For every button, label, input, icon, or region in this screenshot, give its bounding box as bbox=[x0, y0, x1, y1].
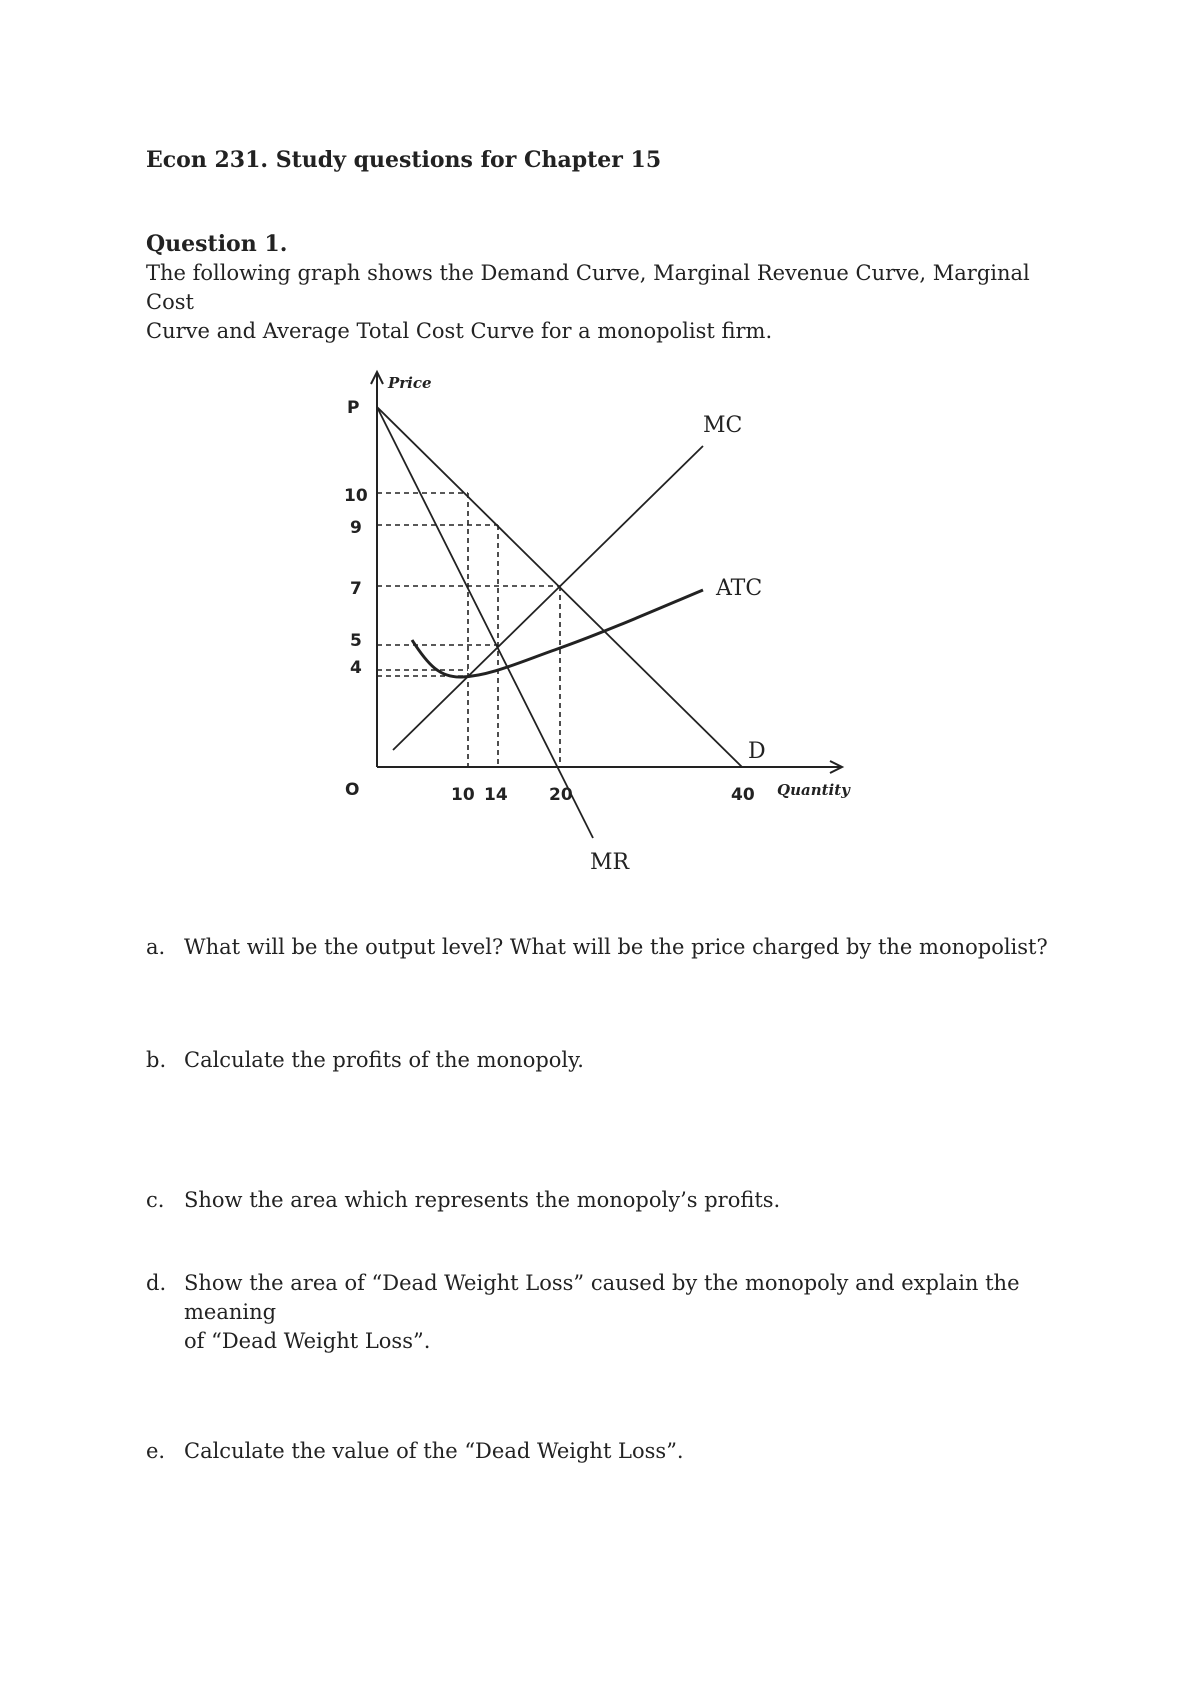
price-tick-4: 4 bbox=[350, 658, 362, 678]
question-d-letter: d. bbox=[146, 1271, 167, 1295]
mr-label: MR bbox=[590, 850, 630, 875]
origin-label: O bbox=[345, 780, 360, 800]
price-tick-10: 10 bbox=[344, 486, 368, 506]
qty-tick-10: 10 bbox=[451, 785, 475, 805]
price-tick-9: 9 bbox=[350, 518, 362, 538]
intro-line-1: The following graph shows the Demand Curve, Marginal Revenue Curve, Marginal Cost bbox=[146, 261, 1030, 314]
intro-line-2: Curve and Average Total Cost Curve for a monopolist firm. bbox=[146, 319, 773, 343]
qty-tick-14: 14 bbox=[484, 785, 508, 805]
demand-label: D bbox=[748, 739, 766, 764]
question-e-letter: e. bbox=[146, 1439, 166, 1463]
question-d-line-2: of “Dead Weight Loss”. bbox=[184, 1329, 431, 1353]
question-c-letter: c. bbox=[146, 1188, 165, 1212]
question-d-line-1: Show the area of “Dead Weight Loss” caused by the monopoly and explain the meaning bbox=[184, 1271, 1020, 1324]
question-a-letter: a. bbox=[146, 935, 166, 959]
question-d-text bbox=[184, 1269, 1064, 1356]
question-b-letter: b. bbox=[146, 1048, 167, 1072]
atc-label: ATC bbox=[716, 576, 763, 601]
x-axis-label: Quantity bbox=[777, 781, 850, 799]
price-tick-7: 7 bbox=[350, 579, 362, 599]
question-e-text: Calculate the value of the “Dead Weight Loss”. bbox=[184, 1439, 684, 1463]
p-label: P bbox=[347, 398, 360, 418]
document-title: Econ 231. Study questions for Chapter 15 bbox=[146, 147, 662, 173]
question-b-text: Calculate the profits of the monopoly. bbox=[184, 1048, 584, 1072]
question-heading: Question 1. bbox=[146, 231, 288, 257]
qty-tick-40: 40 bbox=[731, 785, 755, 805]
question-a-text: What will be the output level? What will be the price charged by the monopolist? bbox=[184, 935, 1048, 959]
atc-curve bbox=[412, 590, 703, 677]
mc-label: MC bbox=[703, 413, 743, 438]
question-c-text: Show the area which represents the monopoly’s profits. bbox=[184, 1188, 781, 1212]
mc-curve bbox=[393, 446, 703, 750]
y-axis-label: Price bbox=[388, 374, 432, 392]
qty-tick-20: 20 bbox=[549, 785, 573, 805]
price-tick-5: 5 bbox=[350, 631, 362, 651]
